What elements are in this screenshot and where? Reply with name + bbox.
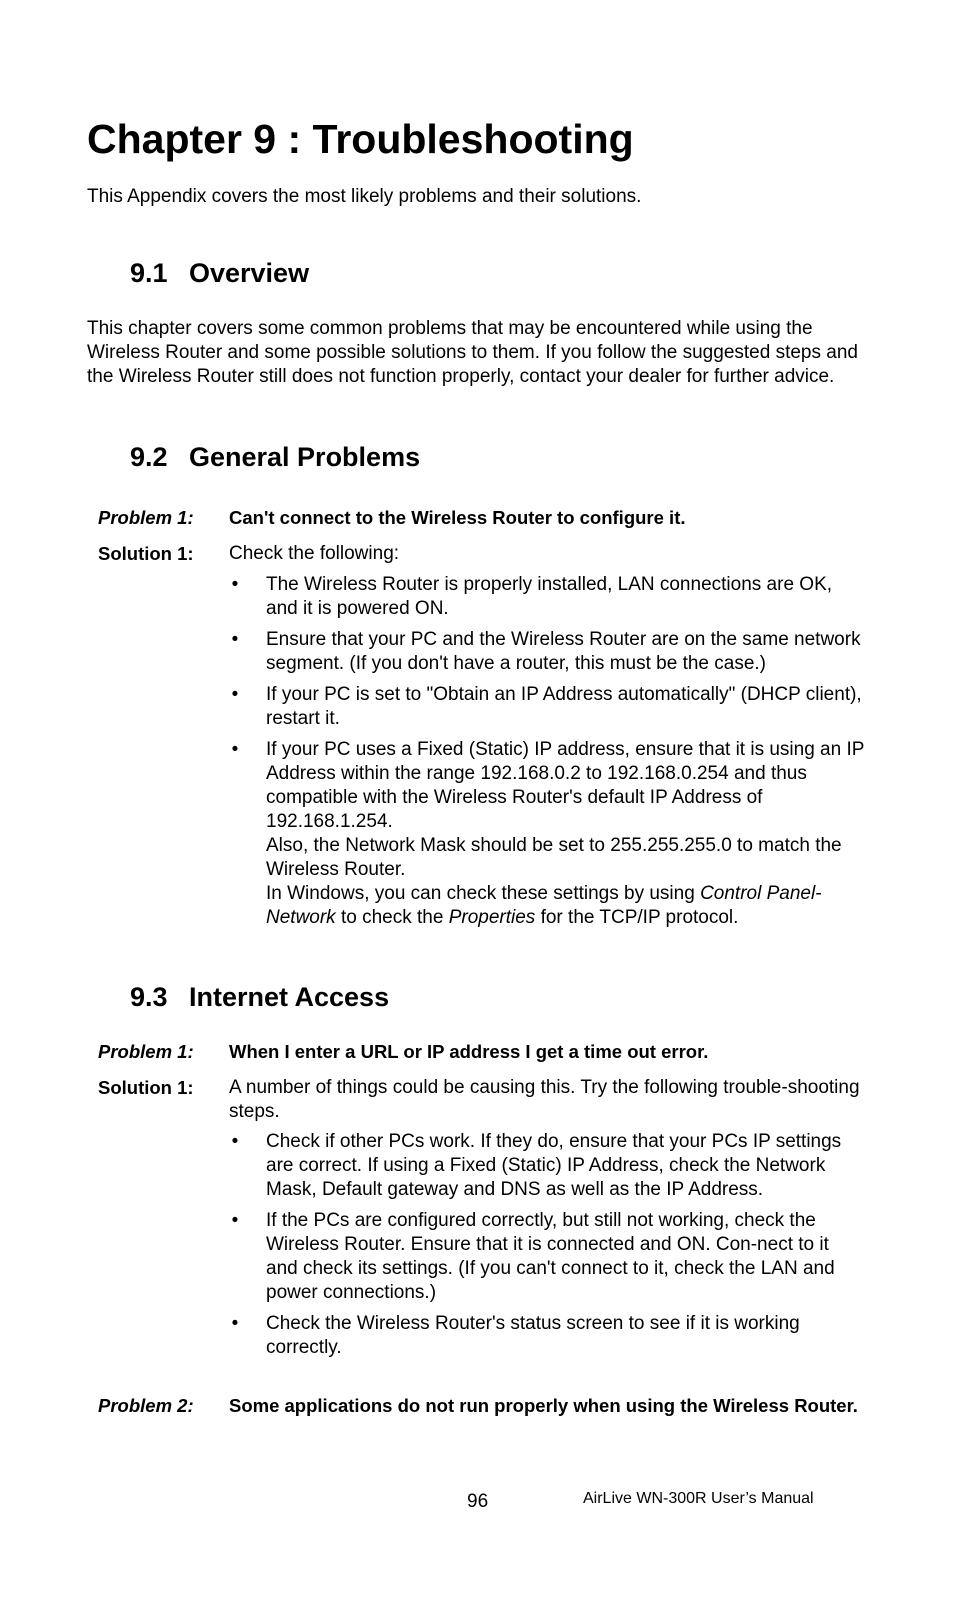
- emphasis: Properties: [448, 907, 536, 928]
- solution-text: Check the following:: [229, 543, 400, 564]
- solution-label: Solution 1:: [98, 543, 194, 564]
- list-item-text: If your PC uses a Fixed (Static) IP address, ensure that it is using an IP Address within the range 192.168.0.2 to 192.168.0.254 and thus compatible with the Wireless Router's default IP Address of 192.168.1.254.: [266, 739, 865, 832]
- list-item-text: Ensure that your PC and the Wireless Router are on the same network segment. (If you don't have a router, this must be the case.): [266, 629, 861, 674]
- chapter-title: Chapter 9 : Troubleshooting: [87, 116, 634, 162]
- general-solution-list: [229, 573, 865, 937]
- problem-label: Problem 1:: [98, 507, 194, 528]
- list-item-text: Check if other PCs work. If they do, ensure that your PCs IP settings are correct. If using a Fixed (Static) IP Address, check the Network Mask, Default gateway and DNS as well as the IP Address.: [266, 1131, 842, 1200]
- list-item-text: Also, the Network Mask should be set to 255.255.255.0 to match the Wireless Router.: [266, 835, 842, 880]
- list-item: [229, 1130, 865, 1202]
- section-heading-general-problems: [130, 442, 420, 473]
- problem-text: Some applications do not run properly when using the Wireless Router.: [229, 1395, 858, 1416]
- emphasis: Control Panel-Network: [266, 883, 822, 928]
- list-item: [229, 738, 865, 930]
- bullet-icon: •: [231, 574, 239, 595]
- list-item-text: If your PC is set to "Obtain an IP Address automatically" (DHCP client), restart it.: [266, 684, 862, 729]
- section-title: Internet Access: [189, 982, 390, 1012]
- section-number: 9.3: [130, 982, 168, 1012]
- page-number: 96: [467, 1491, 489, 1512]
- manual-title: AirLive WN-300R User’s Manual: [583, 1490, 814, 1507]
- problem-text: Can't connect to the Wireless Router to configure it.: [229, 507, 686, 528]
- list-item: [229, 1312, 865, 1360]
- section-title: General Problems: [189, 442, 421, 472]
- solution-text: A number of things could be causing this. Try the following trouble-shooting steps.: [229, 1077, 860, 1122]
- list-item: [229, 628, 865, 676]
- list-item: [229, 573, 865, 621]
- bullet-icon: •: [231, 1131, 239, 1152]
- list-item: [229, 683, 865, 731]
- section-number: 9.2: [130, 442, 168, 472]
- bullet-icon: •: [231, 1313, 239, 1334]
- list-item-text: The Wireless Router is properly installed, LAN connections are OK, and it is powered ON.: [266, 574, 833, 619]
- solution-label: Solution 1:: [98, 1077, 194, 1098]
- section-title: Overview: [189, 258, 310, 288]
- bullet-icon: •: [231, 629, 239, 650]
- list-item: [229, 1209, 865, 1305]
- chapter-intro: This Appendix covers the most likely problems and their solutions.: [87, 186, 642, 207]
- section-heading-overview: [130, 258, 309, 289]
- overview-paragraph: This chapter covers some common problems that may be encountered while using the Wireless Router and some possible solutions to them. If you follow the suggested steps and the Wireless Router still does not function properly, contact your dealer for further advice.: [87, 318, 858, 387]
- problem-label: Problem 2:: [98, 1395, 194, 1416]
- problem-text: When I enter a URL or IP address I get a time out error.: [229, 1041, 709, 1062]
- list-item-text: Check the Wireless Router's status screen to see if it is working correctly.: [266, 1313, 800, 1358]
- bullet-icon: •: [231, 739, 239, 760]
- bullet-icon: •: [231, 684, 239, 705]
- section-number: 9.1: [130, 258, 168, 288]
- bullet-icon: •: [231, 1210, 239, 1231]
- section-heading-internet-access: [130, 982, 389, 1013]
- list-item-text: In Windows, you can check these settings by using Control Panel-Network to check the Properties for the TCP/IP protocol.: [266, 883, 822, 928]
- list-item-text: If the PCs are configured correctly, but still not working, check the Wireless Router. Ensure that it is connected and ON. Con-nect to it and check its settings. (If you can't connect to it, check the LAN and power connections.): [266, 1210, 835, 1303]
- problem-label: Problem 1:: [98, 1041, 194, 1062]
- internet-solution-list: [229, 1130, 865, 1367]
